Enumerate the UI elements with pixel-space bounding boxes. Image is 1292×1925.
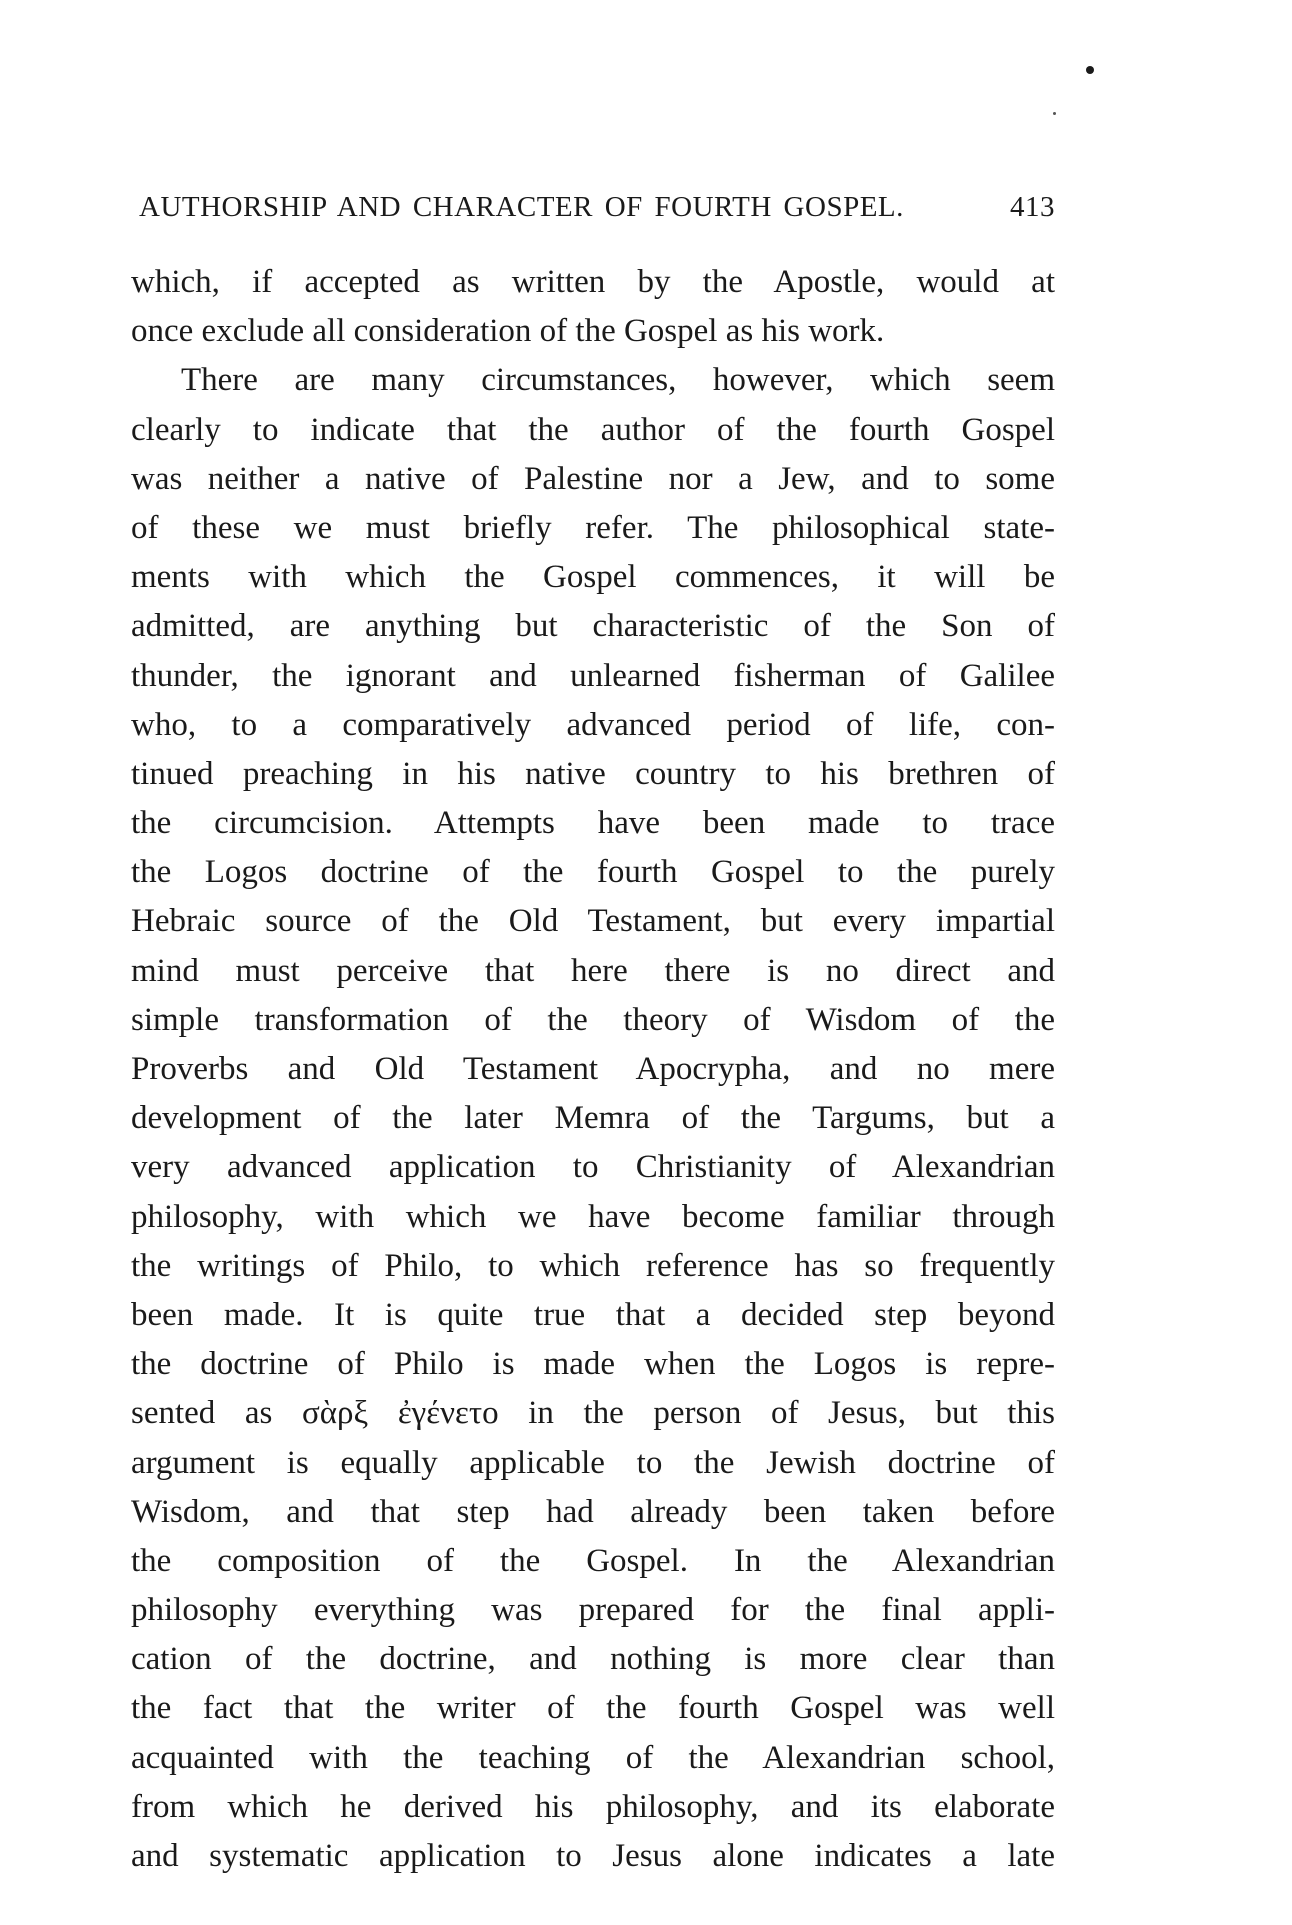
- ink-speck: [1053, 112, 1056, 115]
- text-line: the circumcision. Attempts have been made to trace: [131, 805, 1055, 842]
- text-line: acquainted with the teaching of the Alexandrian school,: [131, 1739, 1055, 1776]
- text-line: the fact that the writer of the fourth Gospel was well: [131, 1690, 1055, 1727]
- text-line: from which he derived his philosophy, and its elaborate: [131, 1788, 1055, 1825]
- text-line: once exclude all consideration of the Gospel as his work.: [131, 313, 885, 350]
- text-line: ments with which the Gospel commences, it will be: [131, 559, 1055, 596]
- text-line: was neither a native of Palestine nor a Jew, and to some: [131, 460, 1055, 497]
- running-head: AUTHORSHIP AND CHARACTER OF FOURTH GOSPEL.: [139, 191, 904, 223]
- text-line: development of the later Memra of the Targums, but a: [131, 1100, 1055, 1137]
- text-line: thunder, the ignorant and unlearned fisherman of Galilee: [131, 657, 1055, 694]
- text-line: Proverbs and Old Testament Apocrypha, and no mere: [131, 1051, 1055, 1087]
- text-line: admitted, are anything but characteristic of the Son of: [131, 608, 1055, 645]
- text-line: the writings of Philo, to which reference has so frequently: [131, 1247, 1055, 1284]
- text-line: argument is equally applicable to the Jewish doctrine of: [131, 1444, 1055, 1481]
- text-line: philosophy, with which we have become familiar through: [131, 1198, 1055, 1235]
- text-line: of these we must briefly refer. The philosophical state-: [131, 509, 1055, 546]
- body-text: [131, 258, 1055, 1881]
- text-line: the Logos doctrine of the fourth Gospel to the purely: [131, 854, 1055, 891]
- text-line: Hebraic source of the Old Testament, but every impartial: [131, 903, 1055, 940]
- text-line: cation of the doctrine, and nothing is more clear than: [131, 1641, 1055, 1678]
- text-line: There are many circumstances, however, which seem: [181, 362, 1055, 399]
- text-line: tinued preaching in his native country to his brethren of: [131, 755, 1055, 792]
- text-line: which, if accepted as written by the Apostle, would at: [131, 264, 1055, 300]
- text-line: who, to a comparatively advanced period of life, con-: [131, 706, 1055, 743]
- text-line: sented as σὰρξ ἐγένετο in the person of Jesus, but this: [131, 1395, 1055, 1432]
- text-line: Wisdom, and that step had already been taken before: [131, 1493, 1055, 1530]
- text-line: been made. It is quite true that a decided step beyond: [131, 1296, 1055, 1333]
- text-line: clearly to indicate that the author of the fourth Gospel: [131, 411, 1055, 448]
- ink-mark: [1086, 66, 1094, 74]
- text-line: very advanced application to Christianity of Alexandrian: [131, 1149, 1055, 1186]
- page-header: [139, 185, 1055, 229]
- text-line: mind must perceive that here there is no direct and: [131, 952, 1055, 989]
- text-line: and systematic application to Jesus alone indicates a late: [131, 1838, 1055, 1874]
- text-line: philosophy everything was prepared for the final appli-: [131, 1592, 1055, 1629]
- text-line: the doctrine of Philo is made when the Logos is repre-: [131, 1346, 1055, 1383]
- text-line: simple transformation of the theory of Wisdom of the: [131, 1001, 1055, 1038]
- page-number: 413: [1010, 191, 1055, 223]
- text-line: the composition of the Gospel. In the Alexandrian: [131, 1542, 1055, 1579]
